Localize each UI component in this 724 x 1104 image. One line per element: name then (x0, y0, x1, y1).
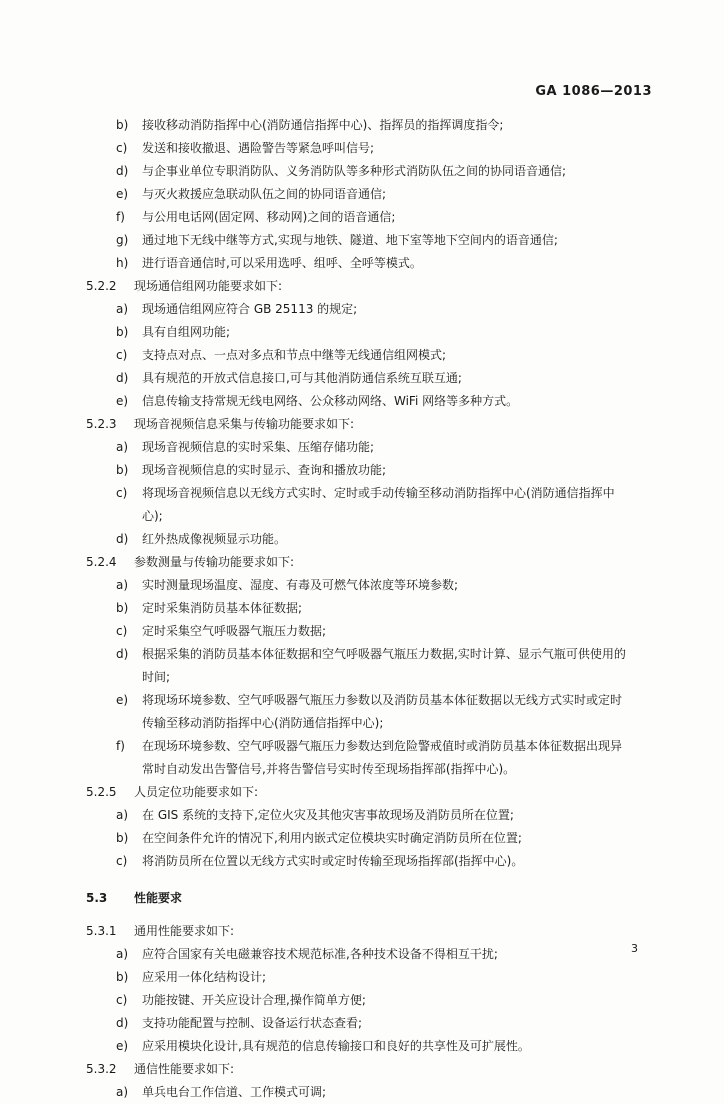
list-item-marker: c) (116, 624, 128, 638)
list-item (86, 735, 656, 758)
list-item (86, 344, 656, 367)
list-item-text: 将现场环境参数、空气呼吸器气瓶压力参数以及消防员基本体征数据以无线方式实时或定时 (142, 693, 623, 707)
list-item-marker: b) (116, 325, 129, 339)
list-item-marker: a) (116, 1085, 129, 1099)
list-item (86, 827, 656, 850)
list-item-text: 具有规范的开放式信息接口,可与其他消防通信系统互联互通; (142, 371, 462, 385)
list-item-text: 接收移动消防指挥中心(消防通信指挥中心)、指挥员的指挥调度指令; (142, 118, 504, 132)
clause-number: 5.2.3 (86, 417, 117, 431)
clause-number: 5.2.4 (86, 555, 117, 569)
section-number: 5.3 (86, 891, 108, 905)
list-item (86, 989, 656, 1012)
list-item-marker: c) (116, 141, 128, 155)
page-number: 3 (631, 942, 638, 955)
clause-heading (86, 275, 656, 298)
list-item-text: 在现场环境参数、空气呼吸器气瓶压力参数达到危险警戒值时或消防员基本体征数据出现异 (142, 739, 623, 753)
list-item-text: 现场音视频信息的实时显示、查询和播放功能; (142, 463, 387, 477)
list-item-marker: e) (116, 693, 129, 707)
list-item (86, 528, 656, 551)
list-item-text: 现场音视频信息的实时采集、压缩存储功能; (142, 440, 375, 454)
list-item (86, 252, 656, 275)
list-item-text: 支持点对点、一点对多点和节点中继等无线通信组网模式; (142, 348, 447, 362)
list-item-text: 具有自组网功能; (142, 325, 231, 339)
list-item (86, 137, 656, 160)
clause-text: 人员定位功能要求如下: (134, 785, 259, 799)
list-item (86, 804, 656, 827)
list-item-text: 应符合国家有关电磁兼容技术规范标准,各种技术设备不得相互干扰; (142, 947, 498, 961)
list-item-text: 应采用模块化设计,具有规范的信息传输接口和良好的共享性及可扩展性。 (142, 1039, 530, 1053)
clause-text: 通信性能要求如下: (134, 1062, 235, 1076)
list-item-marker: e) (116, 187, 129, 201)
list-item-text: 信息传输支持常规无线电网络、公众移动网络、WiFi 网络等多种方式。 (142, 394, 519, 408)
list-item (86, 1081, 656, 1104)
clause-number: 5.3.2 (86, 1062, 117, 1076)
list-item-text: 红外热成像视频显示功能。 (142, 532, 287, 546)
list-item-marker: g) (116, 233, 129, 247)
list-item-marker: a) (116, 578, 129, 592)
list-item (86, 436, 656, 459)
list-item-marker: d) (116, 647, 129, 661)
list-item (86, 206, 656, 229)
clause-heading (86, 1058, 656, 1081)
list-item (86, 620, 656, 643)
list-item-text: 在空间条件允许的情况下,利用内嵌式定位模块实时确定消防员所在位置; (142, 831, 522, 845)
list-item (86, 943, 656, 966)
list-item-marker: d) (116, 371, 129, 385)
list-item-text: 根据采集的消防员基本体征数据和空气呼吸器气瓶压力数据,实时计算、显示气瓶可供使用的 (142, 647, 626, 661)
list-item-text: 发送和接收撤退、遇险警告等紧急呼叫信号; (142, 141, 375, 155)
list-item-text: 通过地下无线中继等方式,实现与地铁、隧道、地下室等地下空间内的语音通信; (142, 233, 558, 247)
clause-heading (86, 781, 656, 804)
list-item-text: 将现场音视频信息以无线方式实时、定时或手动传输至移动消防指挥中心(消防通信指挥中 (142, 486, 615, 500)
list-item-text: 支持功能配置与控制、设备运行状态查看; (142, 1016, 363, 1030)
list-item-text: 功能按键、开关应设计合理,操作简单方便; (142, 993, 366, 1007)
document-body (86, 114, 656, 1104)
list-item-text: 定时采集空气呼吸器气瓶压力数据; (142, 624, 327, 638)
clause-heading (86, 413, 656, 436)
list-item-marker: f) (116, 210, 125, 224)
list-item-text: 进行语音通信时,可以采用选呼、组呼、全呼等模式。 (142, 256, 422, 270)
list-item (86, 114, 656, 137)
list-item-marker: h) (116, 256, 129, 270)
clause-number: 5.3.1 (86, 924, 117, 938)
list-item (86, 597, 656, 620)
list-item-marker: b) (116, 601, 129, 615)
list-item-marker: b) (116, 118, 129, 132)
list-item-marker: a) (116, 808, 129, 822)
list-item (86, 482, 656, 505)
list-item (86, 367, 656, 390)
clause-text: 参数测量与传输功能要求如下: (134, 555, 295, 569)
list-item-marker: f) (116, 739, 125, 753)
list-item-text: 现场通信组网应符合 GB 25113 的规定; (142, 302, 358, 316)
list-item-continuation: 常时自动发出告警信号,并将告警信号实时传至现场指挥部(指挥中心)。 (142, 762, 516, 776)
list-item (86, 1035, 656, 1058)
clause-text: 现场音视频信息采集与传输功能要求如下: (134, 417, 355, 431)
list-item (86, 574, 656, 597)
list-item-marker: b) (116, 463, 129, 477)
list-item-text: 实时测量现场温度、湿度、有毒及可燃气体浓度等环境参数; (142, 578, 459, 592)
list-item-continuation: 传输至移动消防指挥中心(消防通信指挥中心); (142, 716, 384, 730)
list-item (86, 850, 656, 873)
list-item-marker: c) (116, 854, 128, 868)
list-item-text: 将消防员所在位置以无线方式实时或定时传输至现场指挥部(指挥中心)。 (142, 854, 524, 868)
list-item (86, 298, 656, 321)
clause-number: 5.2.5 (86, 785, 117, 799)
clause-text: 现场通信组网功能要求如下: (134, 279, 283, 293)
list-item-text: 与企事业单位专职消防队、义务消防队等多种形式消防队伍之间的协同语音通信; (142, 164, 567, 178)
list-item-continuation: 心); (142, 509, 163, 523)
list-item-marker: c) (116, 486, 128, 500)
list-item (86, 459, 656, 482)
list-item-marker: d) (116, 1016, 129, 1030)
list-item-marker: d) (116, 164, 129, 178)
list-item (86, 183, 656, 206)
list-item (86, 390, 656, 413)
list-item-text: 定时采集消防员基本体征数据; (142, 601, 303, 615)
section-text: 性能要求 (134, 891, 183, 905)
list-item (86, 321, 656, 344)
list-item-marker: a) (116, 440, 129, 454)
list-item-marker: c) (116, 348, 128, 362)
list-item-marker: a) (116, 947, 129, 961)
list-item (86, 966, 656, 989)
list-item-continuation: 时间; (142, 670, 171, 684)
list-item-marker: d) (116, 532, 129, 546)
list-item-marker: a) (116, 302, 129, 316)
list-item-text: 与灭火救援应急联动队伍之间的协同语音通信; (142, 187, 387, 201)
list-item-text: 与公用电话网(固定网、移动网)之间的语音通信; (142, 210, 396, 224)
section-heading (86, 887, 656, 910)
list-item-text: 应采用一体化结构设计; (142, 970, 267, 984)
list-item-marker: c) (116, 993, 128, 1007)
list-item-text: 在 GIS 系统的支持下,定位火灾及其他灾害事故现场及消防员所在位置; (142, 808, 514, 822)
list-item-text: 单兵电台工作信道、工作模式可调; (142, 1085, 327, 1099)
list-item (86, 229, 656, 252)
list-item-marker: e) (116, 394, 129, 408)
list-item (86, 160, 656, 183)
standard-code-header: GA 1086—2013 (535, 84, 652, 99)
clause-number: 5.2.2 (86, 279, 117, 293)
list-item (86, 643, 656, 666)
list-item-marker: b) (116, 831, 129, 845)
clause-heading (86, 551, 656, 574)
clause-text: 通用性能要求如下: (134, 924, 235, 938)
clause-heading (86, 920, 656, 943)
list-item-marker: e) (116, 1039, 129, 1053)
list-item-marker: b) (116, 970, 129, 984)
list-item (86, 689, 656, 712)
